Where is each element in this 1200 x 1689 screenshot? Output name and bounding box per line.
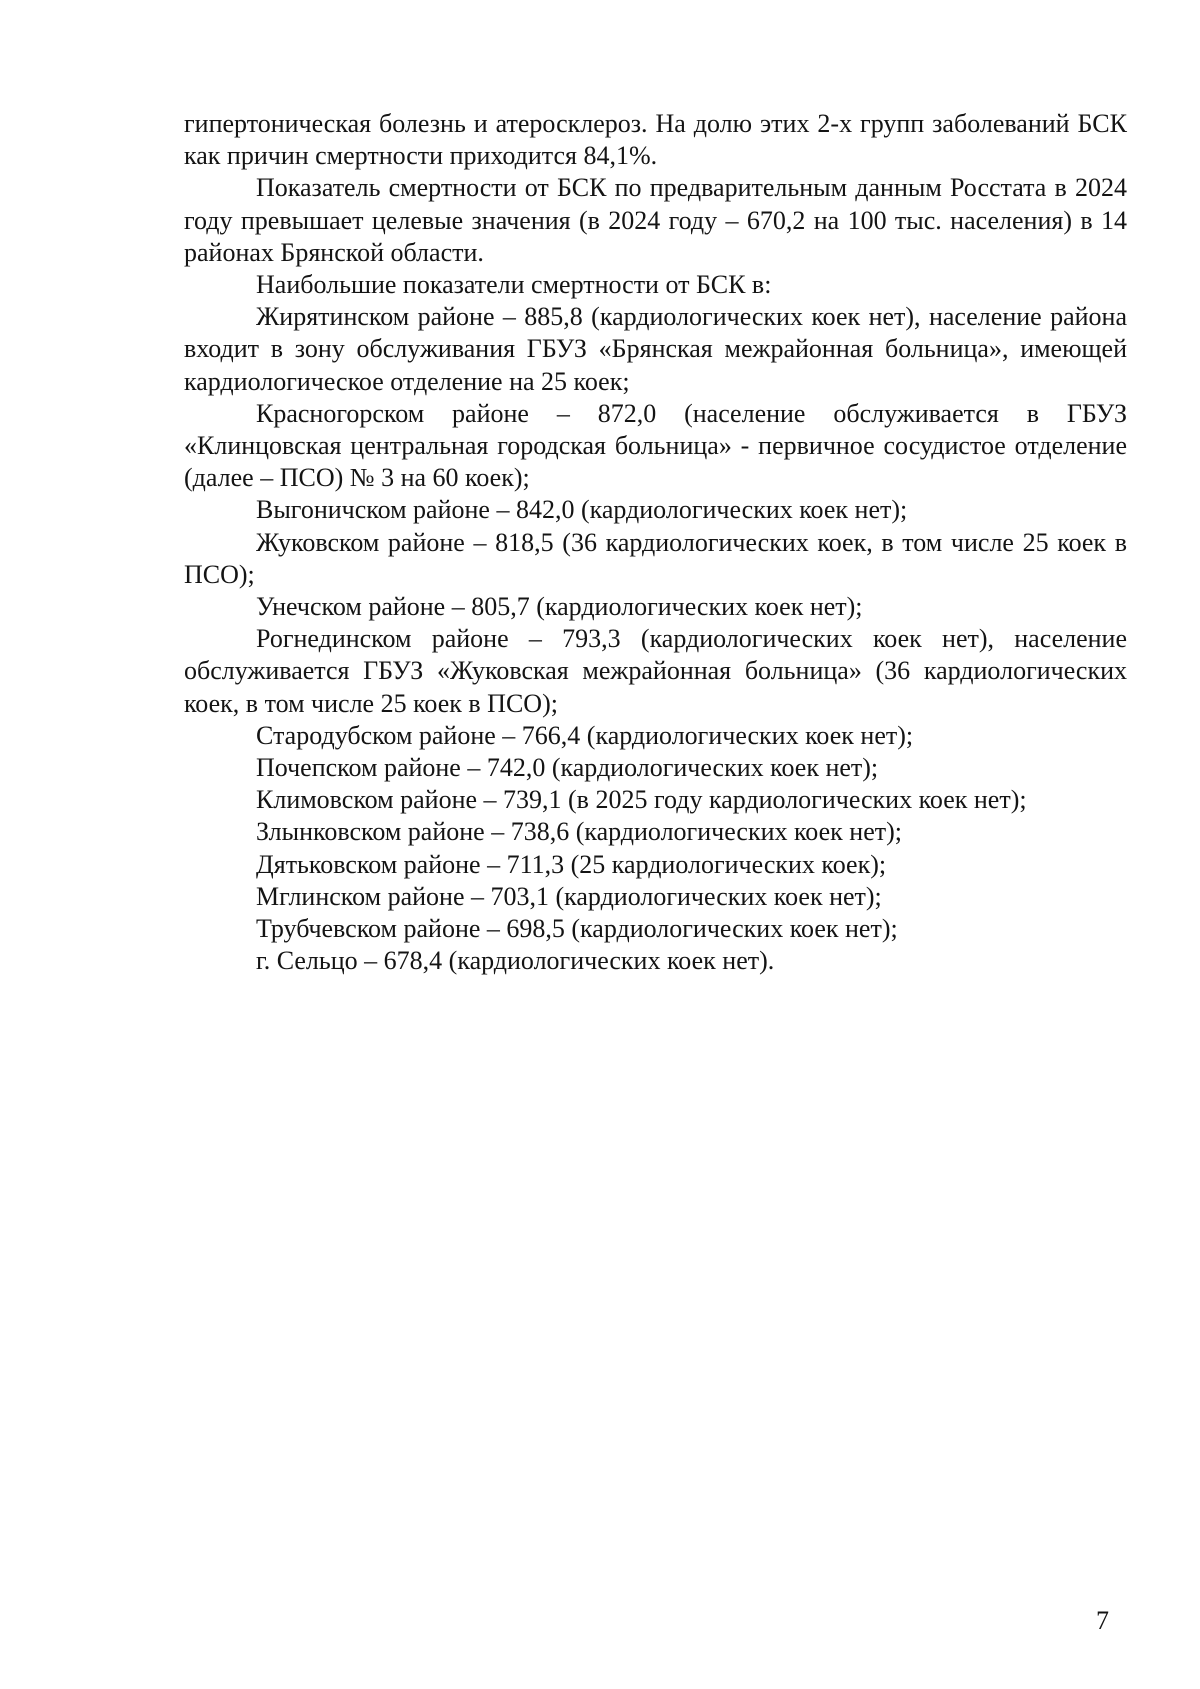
list-item-unechsky: Унечском районе – 805,7 (кардиологических коек нет);: [256, 592, 863, 622]
paragraph-list-heading: Наибольшие показатели смертности от БСК в:: [256, 270, 772, 300]
paragraph-mortality-indicator: Показатель смертности от БСК по предварительным данным Росстата в 2024 году превышает целевые значения (в 2024 году – 670,2 на 100 тыс. населения) в 14 районах Брянской области.: [184, 173, 1127, 267]
list-item-zhiryatinsky: Жирятинском районе – 885,8 (кардиологических коек нет), население района входит в зону обслуживания ГБУЗ «Брянская межрайонная больница», имеющей кардиологическое отделение на 25 коек;: [184, 302, 1127, 396]
list-item-klimovsky: Климовском районе – 739,1 (в 2025 году кардиологических коек нет);: [256, 785, 1027, 815]
list-item-trubchevsky: Трубчевском районе – 698,5 (кардиологических коек нет);: [256, 914, 898, 944]
list-item-vygonichsky: Выгоничском районе – 842,0 (кардиологических коек нет);: [256, 495, 908, 525]
list-item-pochepsky: Почепском районе – 742,0 (кардиологических коек нет);: [256, 753, 879, 783]
paragraph-intro-continuation: гипертоническая болезнь и атеросклероз. На долю этих 2-х групп заболеваний БСК как причин смертности приходится 84,1%.: [184, 109, 1127, 171]
list-item-dyatkovsky: Дятьковском районе – 711,3 (25 кардиологических коек);: [256, 849, 887, 879]
list-item-zlynkovsky: Злынковском районе – 738,6 (кардиологических коек нет);: [256, 817, 902, 847]
list-item-krasnogorsky: Красногорском районе – 872,0 (население обслуживается в ГБУЗ «Клинцовская центральная городская больница» - первичное сосудистое отделение (далее – ПСО) № 3 на 60 коек);: [184, 398, 1127, 493]
page-number: 7: [1096, 1606, 1109, 1635]
list-item-seltso: г. Сельцо – 678,4 (кардиологических коек нет).: [256, 946, 775, 976]
list-item-zhukovsky: Жуковском районе – 818,5 (36 кардиологических коек, в том числе 25 коек в ПСО);: [184, 527, 1127, 589]
list-item-mglinsky: Мглинском районе – 703,1 (кардиологических коек нет);: [256, 881, 882, 911]
list-item-rognedinsky: Рогнединском районе – 793,3 (кардиологических коек нет), население обслуживается ГБУЗ «Жуковская межрайонная больница» (36 кардиологических коек, в том числе 25 коек в ПСО);: [184, 624, 1127, 718]
body-text: [184, 108, 1127, 977]
list-item-starodubsky: Стародубском районе – 766,4 (кардиологических коек нет);: [256, 720, 914, 750]
